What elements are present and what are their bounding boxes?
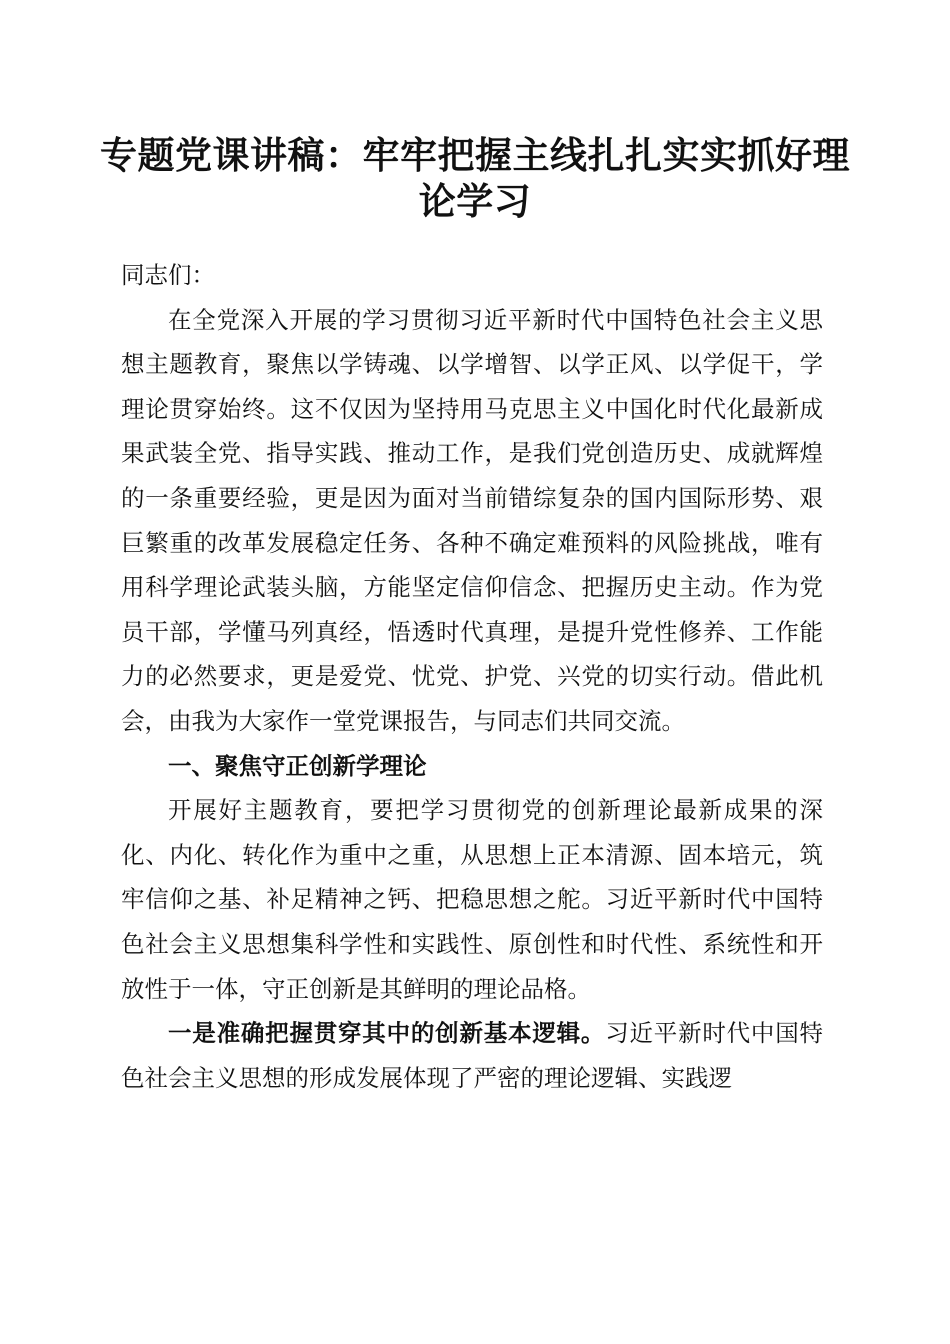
salutation: 同志们： [121, 261, 215, 289]
document-title [100, 132, 850, 224]
point-1-text: 习近平新时代中国特色社会主义思想的形成发展体现了严密的理论逻辑、实践逻 [121, 1019, 824, 1092]
title-line-2: 论学习 [418, 179, 532, 223]
section-1-heading: 一、聚焦守正创新学理论 [168, 751, 427, 780]
point-1-lead: 一是准确把握贯穿其中的创新基本逻辑。 [168, 1019, 606, 1048]
intro-paragraph: 在全党深入开展的学习贯彻习近平新时代中国特色社会主义思想主题教育，聚焦以学铸魂、以学增智、以学正风、以学促干，学理论贯穿始终。这不仅因为坚持用马克思主义中国化时代化最新成果武装全党、指导实践、推动工作，是我们党创造历史、成就辉煌的一条重要经验，更是因为面对当前错综复杂的国内国际形势、艰巨繁重的改革发展稳定任务、各种不确定难预料的风险挑战，唯有用科学理论武装头脑，方能坚定信仰信念、把握历史主动。作为党员干部，学懂马列真经，悟透时代真理，是提升党性修养、工作能力的必然要求，更是爱党、忧党、护党、兴党的切实行动。借此机会，由我为大家作一堂党课报告，与同志们共同交流。 [121, 305, 823, 735]
section-1-paragraph: 开展好主题教育，要把学习贯彻党的创新理论最新成果的深化、内化、转化作为重中之重，从思想上正本清源、固本培元，筑牢信仰之基、补足精神之钙、把稳思想之舵。习近平新时代中国特色社会主义思想集科学性和实践性、原创性和时代性、系统性和开放性于一体，守正创新是其鲜明的理论品格。 [121, 796, 823, 1003]
point-1-paragraph [121, 1011, 823, 1100]
document-body [121, 253, 823, 1100]
title-line-1: 专题党课讲稿：牢牢把握主线扎扎实实抓好理 [100, 133, 850, 177]
